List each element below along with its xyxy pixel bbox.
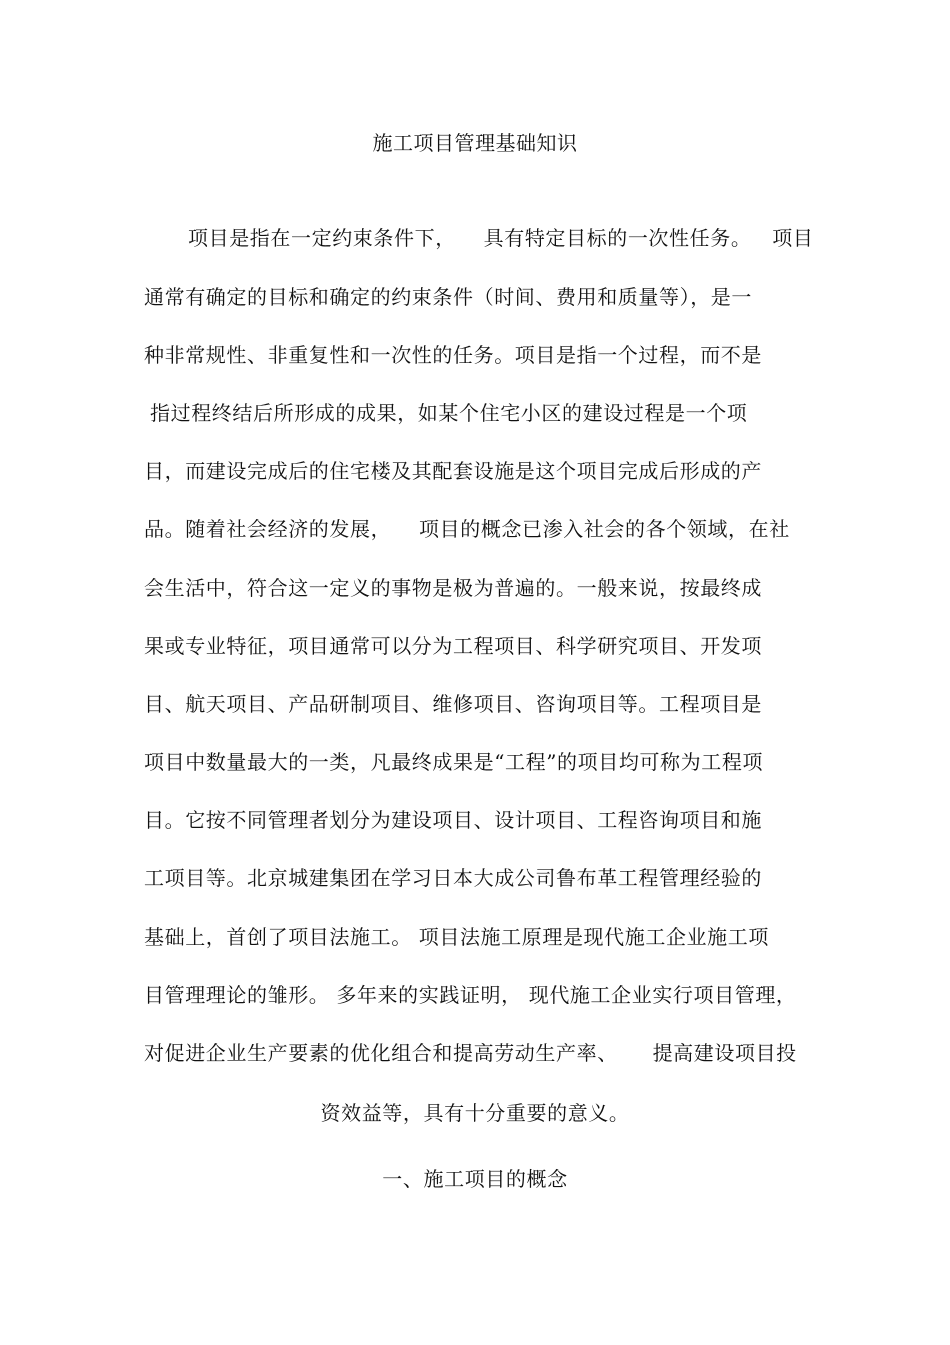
paragraph-line: 基础上，首创了项目法施工。 项目法施工原理是现代施工企业施工项 bbox=[144, 925, 769, 949]
paragraph-line: 会生活中，符合这一定义的事物是极为普遍的。一般来说，按最终成 bbox=[144, 576, 762, 600]
section-heading: 一、施工项目的概念 bbox=[382, 1167, 568, 1191]
paragraph-line: 目、航天项目、产品研制项目、维修项目、咨询项目等。工程项目是 bbox=[144, 692, 762, 716]
paragraph-line: 目，而建设完成后的住宅楼及其配套设施是这个项目完成后形成的产 bbox=[144, 459, 762, 483]
paragraph-line: 目。它按不同管理者划分为建设项目、设计项目、工程咨询项目和施 bbox=[144, 808, 762, 832]
paragraph-line: 果或专业特征，项目通常可以分为工程项目、科学研究项目、开发项 bbox=[144, 634, 762, 658]
paragraph-line: 品。随着社会经济的发展， 项目的概念已渗入社会的各个领域，在社 bbox=[144, 517, 790, 541]
paragraph-line: 种非常规性、非重复性和一次性的任务。项目是指一个过程，而不是 bbox=[144, 343, 762, 367]
paragraph-line: 工项目等。北京城建集团在学习日本大成公司鲁布革工程管理经验的 bbox=[144, 866, 762, 890]
paragraph-line: 项目是指在一定约束条件下， 具有特定目标的一次性任务。 项目 bbox=[188, 226, 814, 250]
paragraph-line: 指过程终结后所形成的成果，如某个住宅小区的建设过程是一个项 bbox=[150, 401, 748, 425]
paragraph-last-line: 资效益等，具有十分重要的意义。 bbox=[320, 1101, 630, 1125]
document-title: 施工项目管理基础知识 bbox=[372, 131, 578, 155]
paragraph-line: 项目中数量最大的一类，凡最终成果是“工程”的项目均可称为工程项 bbox=[144, 750, 764, 774]
paragraph-line: 对促进企业生产要素的优化组合和提高劳动生产率、 提高建设项目投 bbox=[144, 1041, 797, 1065]
paragraph-line: 目管理理论的雏形。 多年来的实践证明， 现代施工企业实行项目管理， bbox=[144, 983, 797, 1007]
paragraph-line: 通常有确定的目标和确定的约束条件（时间、费用和质量等），是一 bbox=[144, 285, 752, 309]
